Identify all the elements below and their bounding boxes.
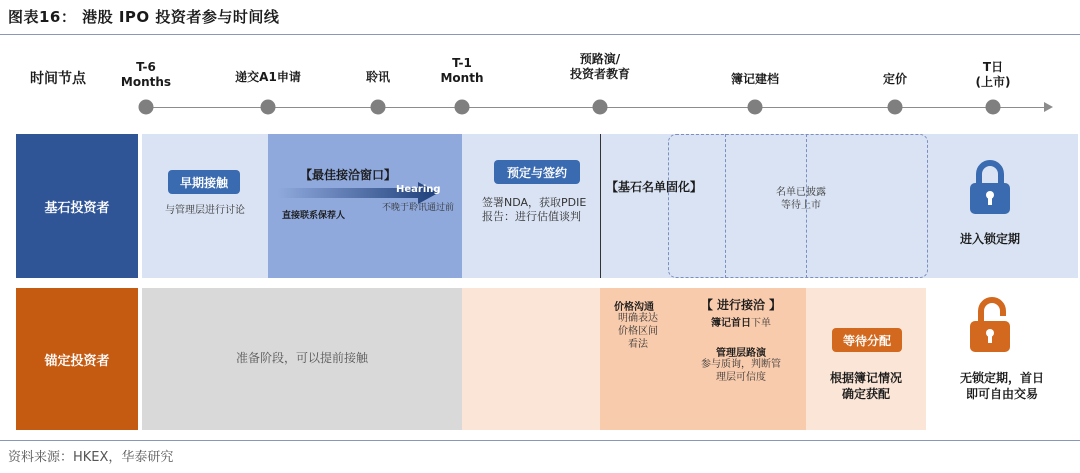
allocation-badge: 等待分配: [832, 328, 902, 352]
timeline-row-label: 时间节点: [30, 71, 86, 87]
source-note: 资料来源：HKEX，华泰研究: [8, 450, 174, 465]
allocation-text: 根据簿记情况 确定获配: [829, 371, 902, 401]
hearing-label: Hearing: [396, 184, 441, 195]
best-window-right-text: 不晚于聆讯通过前: [382, 203, 455, 213]
cornerstone-divider: [600, 134, 601, 278]
figure-title: 图表16： 港股 IPO 投资者参与时间线: [8, 8, 280, 26]
timeline-dot: [455, 100, 470, 115]
no-lockup-text: 无锁定期，首日 即可自由交易: [959, 371, 1044, 401]
unlock-icon: [968, 296, 1014, 354]
preset-text: 签署NDA，获取PDIE报告：进行估值谈判: [482, 196, 587, 223]
best-window-title: 【最佳接洽窗口】: [300, 168, 397, 182]
node-label-t1: T-1 Month: [440, 56, 484, 85]
timeline-dot: [139, 100, 154, 115]
early-contact-text: 与管理层进行讨论: [165, 205, 245, 216]
price-comm-title: 价格沟通: [614, 302, 654, 313]
anchor-allocation-cell: [806, 288, 926, 430]
anchor-blank-cell: [462, 288, 600, 430]
lockup-text: 进入锁定期: [959, 232, 1020, 246]
timeline-dot: [888, 100, 903, 115]
roadshow-title: 管理层路演: [716, 348, 766, 359]
engage-sub-rest: 下单: [751, 318, 771, 329]
footer-rule: [0, 440, 1080, 441]
best-window-left-text: 直接联系保荐人: [282, 211, 346, 221]
node-label-tday: T日 (上市): [975, 60, 1011, 89]
timeline-dot: [986, 100, 1001, 115]
list-disclosed-text: 名单已披露 等待上市: [776, 187, 826, 211]
anchor-prep-text: 准备阶段，可以提前接触: [235, 351, 368, 365]
node-label-a1: 递交A1申请: [235, 70, 301, 84]
timeline-dot: [261, 100, 276, 115]
node-label-preroadshow: 预路演/ 投资者教育: [569, 52, 631, 81]
list-solid-title: 【基石名单固化】: [606, 180, 703, 194]
anchor-row-header: 锚定投资者: [16, 288, 138, 430]
lock-icon: [968, 158, 1012, 216]
timeline-dot: [371, 100, 386, 115]
early-contact-badge: 早期接触: [168, 170, 240, 194]
timeline-dot: [593, 100, 608, 115]
node-label-t6: T-6 Months: [120, 60, 172, 89]
dashed-divider: [725, 134, 726, 278]
node-label-hearing: 聆讯: [365, 70, 391, 84]
timeline-dot: [748, 100, 763, 115]
price-comm-text: 明确表达 价格区间 看法: [618, 313, 658, 350]
engage-title: 【 进行接洽 】: [700, 298, 782, 312]
cornerstone-row-header: 基石投资者: [16, 134, 138, 278]
roadshow-text: 参与质询，判断管 理层可信度: [701, 359, 781, 383]
node-label-bookbuilding: 簿记建档: [730, 72, 780, 86]
engage-sub: [676, 314, 806, 329]
preset-badge: 预定与签约: [494, 160, 580, 184]
engage-sub-bold: 簿记首日: [711, 318, 751, 329]
timeline-arrowhead: [1044, 102, 1053, 112]
node-label-pricing: 定价: [882, 72, 908, 86]
title-rule: [0, 34, 1080, 35]
